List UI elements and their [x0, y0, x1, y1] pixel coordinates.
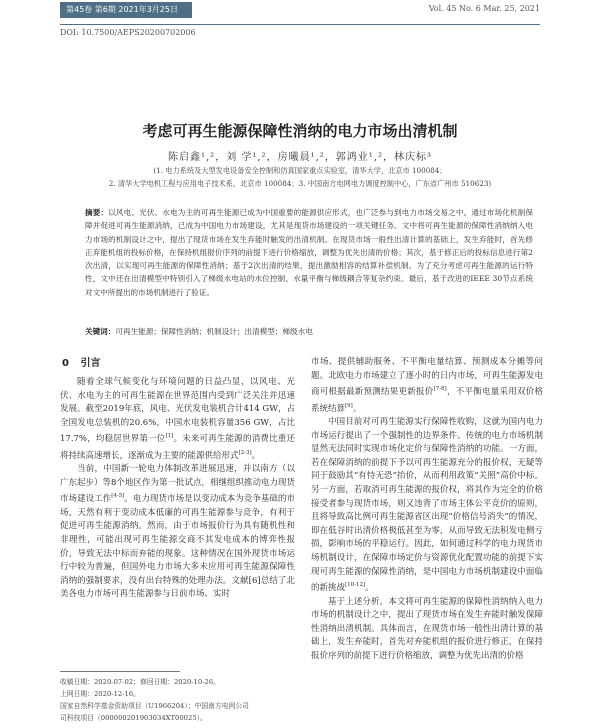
footnote-funding: 国家自然科学基金资助项目（U1966204）；中国南方电网公司: [60, 702, 249, 710]
paragraph: 随着全球气候变化与环境问题的日益凸显，以风电、光伏、水电为主的可再生能源在世界范围内受到广泛关注并迅速发展。截至2019年底，风电、光伏发电装机合计414 GW，占全国发电总装机的20.6%，中国水电装机容量356 GW，占比17.7%，均稳居世界第一位[1]。未来可再生能源的消费比重还将持续高速增长，逐渐成为主要的能源供给形式[2-3]。: [60, 377, 295, 461]
left-column: [60, 376, 295, 602]
header-rule: [60, 24, 540, 25]
section-number: 0: [62, 358, 69, 369]
paragraph: 市场、提供辅助服务、不平衡电量结算、预测成本分摊等问题。北欧电力市场建立了逐小时的日内市场，可再生能源发电商可根据最新预测结果更新报价[7-8]，不平衡电量采用双价格系统结算[9]。: [311, 357, 543, 414]
footnotes: [60, 676, 295, 724]
section-title: 引言: [80, 358, 101, 369]
citation: [10-12]: [345, 582, 366, 589]
doi: DOI: 10.7500/AEPS20200702006: [60, 28, 196, 37]
abstract-label: 摘要：: [85, 208, 109, 217]
affiliation-line-1: (1. 电力系统及大型发电设备安全控制和仿真国家重点实验室，清华大学，北京市 100084；: [153, 166, 447, 175]
paragraph: 基于上述分析，本文将可再生能源的保障性消纳纳入电力市场的机制设计之中，提出了现货市场在发生弃能时触发保障性消纳出清机制。具体而言，在现货市场一般性出清计算的基础上，发生弃能时，首先对弃能机组的报价进行修正，在保持报价序列的前提下进行价格缩放，调整为优先出清的价格: [311, 596, 543, 661]
footnote-funding-2: 司科技项目（000000201903034XT00025）。: [60, 714, 207, 722]
keywords: [85, 326, 533, 337]
issue-label-en: Vol. 45 No. 6 Mar. 25, 2021: [428, 4, 540, 13]
citation: [4-5]: [111, 493, 125, 500]
footnote-online: 上网日期：2020-12-16。: [60, 690, 140, 698]
citation: [9]: [345, 402, 353, 409]
right-column: [311, 356, 543, 664]
author-list: 陈启鑫¹,²，刘 学¹,²，房曦晨¹,²，郭鸿业¹,²，林庆标³: [168, 152, 432, 163]
citation: [7-8]: [433, 386, 447, 393]
footnote-rule: [60, 671, 180, 672]
paragraph: 当前，中国新一轮电力体制改革进展迅速，并以南方（以广东起步）等8个地区作为第一批试点，相继组织推动电力现货市场建设工作[4-5]。电力现货市场是以变动成本为竞争基础的市场，天然有利于变动成本低廉的可再生能源参与竞争，有利于促进可再生能源消纳。然而，由于市场报价行为具有随机性和非理性，可能出现可再生能源交商不其发电成本的博弈性报价，导致无法中标而弃能的现象。这种情况在国外现货市场运行中较为普遍，但国外电力市场大多未应用可再生能源保障性消纳的强制要求，没有出台特殊的处理办法。文献[6]总结了北美各电力市场可再生能源参与日前市场、实时: [60, 464, 295, 600]
abstract: [85, 206, 533, 299]
footnote-received: 收稿日期：2020-07-02；修回日期：2020-10-26。: [60, 678, 220, 686]
citation: [1]: [165, 433, 174, 440]
affiliation-line-2: 2. 清华大学电机工程与应用电子技术系，北京市 100084；3. 中国南方电网电力调度控制中心，广东省广州市 510623): [108, 179, 492, 188]
issue-label: 第45卷 第6期 2021年3月25日: [60, 2, 192, 18]
paper-title: 考虑可再生能源保障性消纳的电力市场出清机制: [142, 122, 458, 140]
section-heading: [62, 354, 100, 369]
abstract-text: 以风电、光伏、水电为主的可再生能源已成为中国重要的能源供应形式，也广泛参与到电力市场交易之中。通过市场化机制保障并促进可再生能源消纳，已成为中国电力市场建设，尤其是现货市场建设的一项关键任务。文中将可再生能源的保障性消纳纳入电力市场的机制设计之中，提出了现货市场在发生弃能时触发的出清机制。在现货市场一般性出清计算的基础上，发生弃能时，首先修正弃能机组的投标价格，在保持机组报价序列的前提下进行价格缩放，调整为优先出清的价格；其次，基于修正后的投标信息进行第2次出清，以实现可再生能源的保障性消纳；基于2次出清的结果，提出激励相容的结算补偿机制。为了充分考虑可再生能源的运行特性，文中还在出清模型中特别引入了梯级水电站的水位控制、水量平衡与梯级耦合等复杂约束。最后，基于改进的IEEE 30节点系统对文中所提出的市场机制进行了验证。: [85, 208, 534, 297]
journal-header: [0, 0, 600, 24]
keywords-label: 关键词：: [85, 327, 116, 336]
paragraph: 中国目前对可再生能源实行保障性收购，这就为国内电力市场运行提出了一个强制性的边界条件。传统的电力市场机制显然无法同时实现市场化定价与保障性消纳的功能。一方面，若在保障消纳的前提下予以可再生能源充分的报价权，无疑等同于鼓励其“有恃无恐”抬价，从而利用政策“关照”高价中标。另一方面，若取消可再生能源的报价权，将其作为完全的价格接受者参与现货市场，则又违背了市场主体公平竞价的原则，且将导致高比例可再生能源省区出现“价格信号消失”的情况，即在低谷时出清价格极低甚至为零，从而导致无法积发电侧亏损，影响市场的平稳运行。因此，如何通过科学的电力现货市场机制设计，在保障市场定价与资源优化配置功能的前提下实现可再生能源的保障性消纳，是中国电力市场机制建设中面临的新挑战[10-12]。: [311, 417, 543, 593]
citation: [2-3]: [238, 449, 252, 456]
keywords-text: 可再生能源；保障性消纳；机制设计；出清模型；梯级水电: [115, 327, 313, 336]
